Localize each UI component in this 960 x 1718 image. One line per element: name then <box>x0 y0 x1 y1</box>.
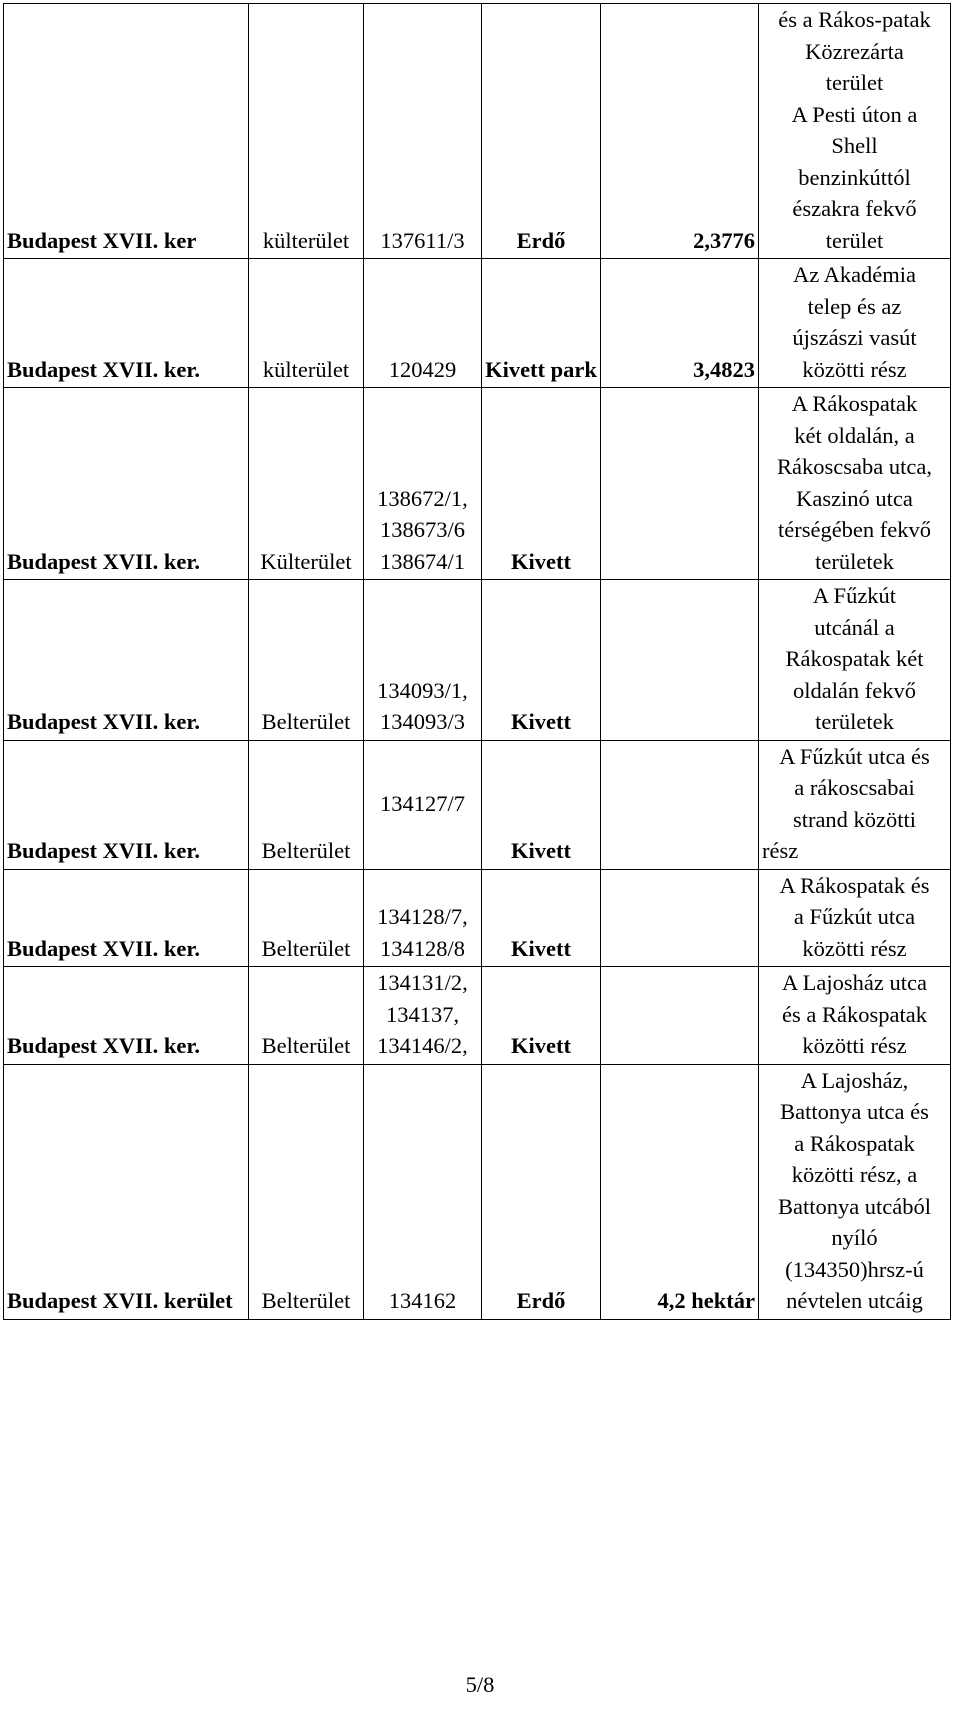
parcel-number-cell <box>364 4 482 259</box>
description-line: A Rákospatak <box>791 391 918 416</box>
description-line: Kaszinó utca <box>796 485 913 511</box>
area-type-cell: Belterület <box>249 869 364 967</box>
city-cell: Budapest XVII. ker. <box>4 869 249 967</box>
city-cell: Budapest XVII. kerület <box>4 1064 249 1319</box>
land-use-cell: Kivett <box>482 869 601 967</box>
parcel-number: 138673/6 <box>379 517 465 542</box>
table-row <box>4 740 951 869</box>
description-line: terület <box>825 70 884 95</box>
description-line: a rákoscsabai <box>794 775 915 800</box>
size-cell <box>601 580 759 741</box>
description-cell <box>759 580 951 741</box>
parcel-number-cell <box>364 967 482 1065</box>
description-cell <box>759 740 951 869</box>
area-type-cell: külterület <box>249 259 364 388</box>
land-use-cell: Kivett <box>482 580 601 741</box>
description-line: közötti rész <box>802 935 907 961</box>
description-line: térségében fekvő <box>777 517 932 542</box>
description-cell <box>759 259 951 388</box>
parcel-number: 134093/3 <box>379 709 465 734</box>
land-use-cell: Erdő <box>482 1064 601 1319</box>
description-line: telep és az <box>807 293 902 319</box>
size-cell <box>601 869 759 967</box>
parcel-number: 134131/2, <box>377 970 468 995</box>
parcel-number: 134127/7 <box>379 790 465 816</box>
table-row <box>4 4 951 259</box>
area-type-cell: Belterület <box>249 1064 364 1319</box>
description-line: területek <box>815 709 894 734</box>
description-line: a Rákospatak <box>794 1130 915 1156</box>
size-cell: 2,3776 <box>601 4 759 259</box>
parcel-number: 138674/1 <box>379 548 465 574</box>
city-cell: Budapest XVII. ker. <box>4 740 249 869</box>
description-line: területek <box>815 548 894 574</box>
description-line: nyíló <box>831 1225 878 1250</box>
table-row <box>4 967 951 1065</box>
description-line: Shell <box>831 133 878 158</box>
table-row <box>4 1064 951 1319</box>
parcel-number-cell <box>364 388 482 580</box>
description-cell <box>759 4 951 259</box>
parcel-number: 120429 <box>388 356 457 382</box>
parcel-number-cell <box>364 580 482 741</box>
table-row <box>4 869 951 967</box>
description-line: névtelen utcáig <box>786 1288 923 1313</box>
land-use-cell: Kivett <box>482 740 601 869</box>
parcel-number-cell <box>364 869 482 967</box>
description-line: Rákospatak két <box>785 646 924 671</box>
description-line: strand közötti <box>792 806 917 832</box>
description-line: újszászi vasút <box>792 325 917 350</box>
table-row <box>4 580 951 741</box>
description-line: A Rákospatak és <box>779 872 930 898</box>
area-type-cell: külterület <box>249 4 364 259</box>
description-line: Rákoscsaba utca, <box>777 454 932 479</box>
size-cell <box>601 388 759 580</box>
description-line: északra fekvő <box>792 196 917 221</box>
land-use-cell: Kivett park <box>482 259 601 388</box>
area-type-cell: Külterület <box>249 388 364 580</box>
parcel-number: 134162 <box>388 1288 457 1313</box>
parcel-number-cell <box>364 259 482 388</box>
description-line: Battonya utcából <box>777 1193 932 1219</box>
parcel-number: 134137, <box>385 1001 460 1027</box>
description-line: A Lajosház utca <box>782 970 927 995</box>
description-line: A Lajosház, <box>800 1067 909 1093</box>
description-line: A Fűzkút <box>812 583 897 608</box>
city-cell: Budapest XVII. ker. <box>4 388 249 580</box>
land-use-cell: Erdő <box>482 4 601 259</box>
description-line: a Fűzkút utca <box>793 904 916 929</box>
description-line: oldalán fekvő <box>792 677 917 703</box>
description-cell <box>759 388 951 580</box>
land-use-cell: Kivett <box>482 967 601 1065</box>
description-line: utcánál a <box>814 614 895 640</box>
city-cell: Budapest XVII. ker <box>4 4 249 259</box>
description-line: közötti rész <box>802 1033 907 1058</box>
description-line: két oldalán, a <box>794 422 915 448</box>
description-line: közötti rész <box>802 356 907 382</box>
city-cell: Budapest XVII. ker. <box>4 967 249 1065</box>
parcel-number: 138672/1, <box>377 485 468 511</box>
description-line: rész <box>762 838 799 863</box>
city-cell: Budapest XVII. ker. <box>4 259 249 388</box>
description-line: benzinkúttól <box>798 164 911 190</box>
parcel-number: 134128/8 <box>379 935 465 961</box>
parcel-number-cell <box>364 1064 482 1319</box>
description-cell <box>759 967 951 1065</box>
description-line: (134350)hrsz-ú <box>785 1256 924 1282</box>
size-cell <box>601 740 759 869</box>
description-line: A Fűzkút utca és <box>779 743 930 769</box>
description-line: Az Akadémia <box>792 262 917 287</box>
area-type-cell: Belterület <box>249 580 364 741</box>
description-line: és a Rákospatak <box>782 1001 927 1027</box>
parcel-table <box>3 3 951 1320</box>
area-type-cell: Belterület <box>249 740 364 869</box>
description-line: és a Rákos-patak <box>778 7 931 32</box>
parcel-number-cell <box>364 740 482 869</box>
area-type-cell: Belterület <box>249 967 364 1065</box>
size-cell <box>601 967 759 1065</box>
table-row <box>4 259 951 388</box>
description-line: közötti rész, a <box>791 1162 918 1187</box>
size-cell: 3,4823 <box>601 259 759 388</box>
parcel-number: 137611/3 <box>380 227 465 253</box>
parcel-number: 134093/1, <box>377 677 468 703</box>
description-line: A Pesti úton a <box>791 101 918 127</box>
table-row <box>4 388 951 580</box>
parcel-number: 134146/2, <box>377 1033 468 1058</box>
size-cell: 4,2 hektár <box>601 1064 759 1319</box>
description-line: Battonya utca és <box>780 1099 929 1124</box>
land-use-cell: Kivett <box>482 388 601 580</box>
description-line: Közrezárta <box>805 38 904 64</box>
description-line: terület <box>825 227 884 253</box>
page-number: 5/8 <box>465 1672 495 1697</box>
parcel-number: 134128/7, <box>377 904 468 929</box>
description-cell <box>759 1064 951 1319</box>
city-cell: Budapest XVII. ker. <box>4 580 249 741</box>
description-cell <box>759 869 951 967</box>
